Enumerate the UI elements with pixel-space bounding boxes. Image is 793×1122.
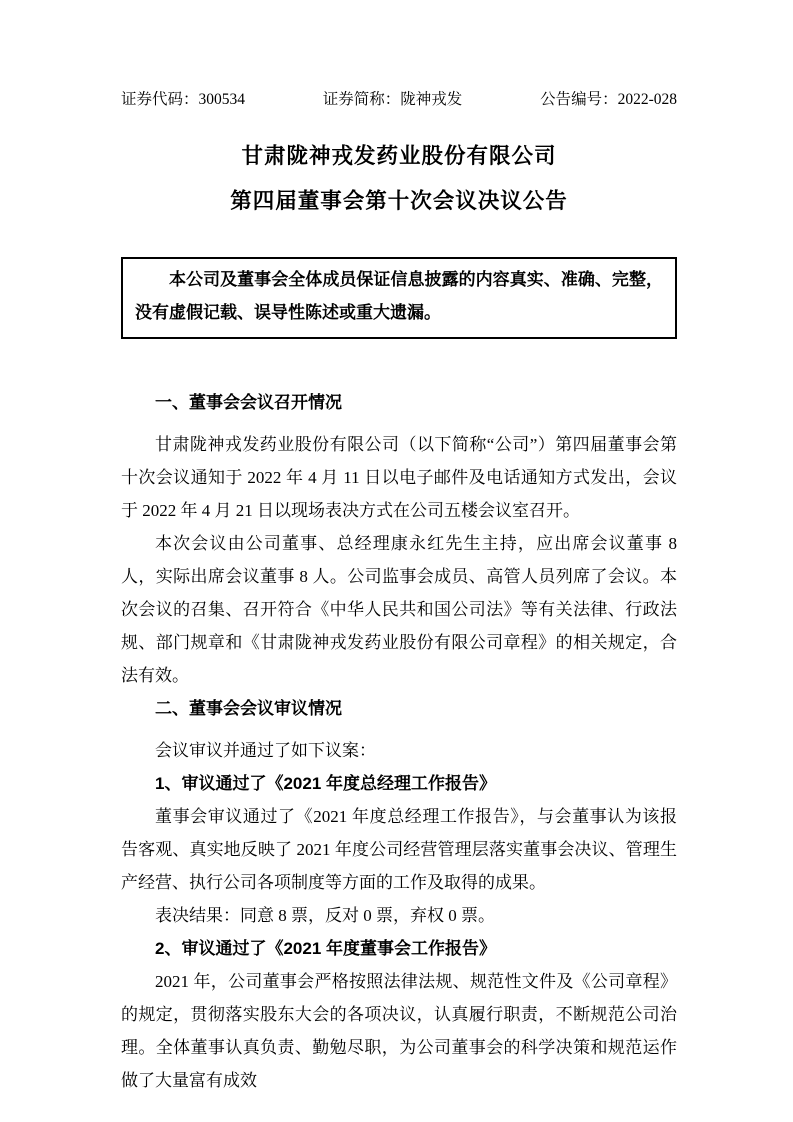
section-2-intro: 会议审议并通过了如下议案： bbox=[155, 741, 376, 760]
resolution-item-1-paragraph: 董事会审议通过了《2021 年度总经理工作报告》，与会董事认为该报告客观、真实地反映了 2021 年度公司经营管理层落实董事会决议、管理生产经营、执行公司各项制度等方面的工作及取得的成果。 bbox=[121, 807, 677, 892]
company-name-title: 甘肃陇神戎发药业股份有限公司 bbox=[241, 144, 557, 168]
section-2-heading: 二、董事会会议审议情况 bbox=[155, 699, 342, 718]
resolution-item-1-vote-result: 表决结果：同意 8 票，反对 0 票，弃权 0 票。 bbox=[155, 906, 495, 925]
resolution-item-2-heading: 2、审议通过了《2021 年度董事会工作报告》 bbox=[155, 939, 496, 958]
stock-code: 证券代码：300534 bbox=[121, 91, 246, 108]
resolution-item-2-paragraph: 2021 年，公司董事会严格按照法律法规、规范性文件及《公司章程》的规定，贯彻落实股东大会的各项决议，认真履行职责，不断规范公司治理。全体董事认真负责、勤勉尽职，为公司董事会的科学决策和规范运作做了大量富有成效 bbox=[121, 972, 677, 1090]
disclaimer-text: 本公司及董事会全体成员保证信息披露的内容真实、准确、完整，没有虚假记载、误导性陈述或重大遗漏。 bbox=[135, 270, 663, 322]
meeting-resolution-title: 第四届董事会第十次会议决议公告 bbox=[230, 189, 568, 213]
section-1-paragraph-1: 甘肃陇神戎发药业股份有限公司（以下简称“公司”）第四届董事会第十次会议通知于 2022 年 4 月 11 日以电子邮件及电话通知方式发出，会议于 2022 年 4 月 21 日以现场表决方式在公司五楼会议室召开。 bbox=[121, 435, 677, 520]
announcement-number: 公告编号：2022-028 bbox=[540, 91, 677, 108]
disclaimer-box bbox=[121, 257, 677, 339]
resolution-item-1-heading: 1、审议通过了《2021 年度总经理工作报告》 bbox=[155, 774, 496, 793]
section-1-paragraph-2: 本次会议由公司董事、总经理康永红先生主持，应出席会议董事 8 人，实际出席会议董事 8 人。公司监事会成员、高管人员列席了会议。本次会议的召集、召开符合《中华人民共和国公司法》等有关法律、行政法规、部门规章和《甘肃陇神戎发药业股份有限公司章程》的相关规定，合法有效。 bbox=[121, 534, 677, 685]
section-1-heading: 一、董事会会议召开情况 bbox=[155, 393, 342, 412]
stock-short-name: 证券简称：陇神戎发 bbox=[322, 91, 463, 108]
document-header bbox=[121, 90, 677, 110]
